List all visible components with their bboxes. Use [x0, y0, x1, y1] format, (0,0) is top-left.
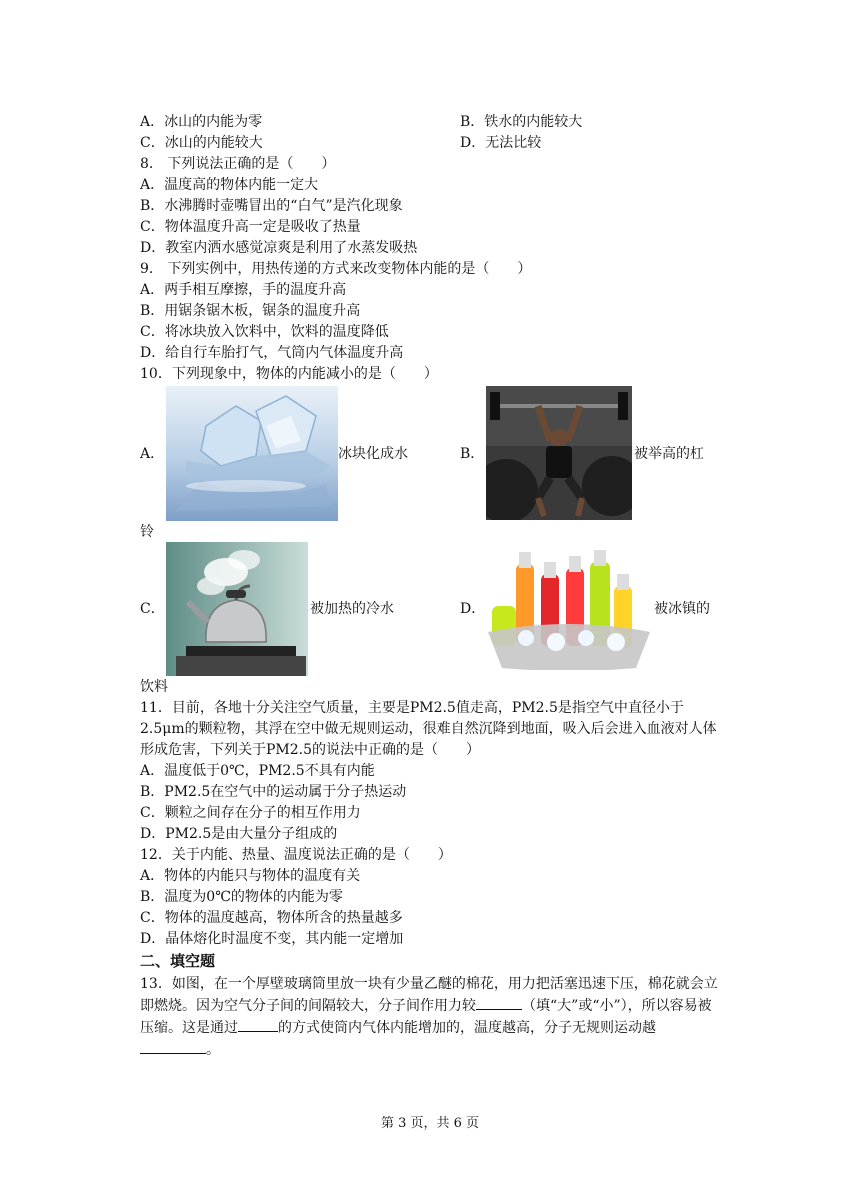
- q9-stem: 9． 下列实例中，用热传递的方式来改变物体内能的是（ ）: [140, 261, 532, 277]
- page-footer: 第 3 页，共 6 页: [380, 1116, 480, 1131]
- q9-option-c: C．将冰块放入饮料中，饮料的温度降低: [140, 324, 389, 340]
- q13-part4: 。: [206, 1042, 220, 1058]
- q7-option-a: A．冰山的内能为零: [140, 114, 263, 130]
- q12-option-b: B．温度为0℃的物体的内能为零: [140, 889, 343, 905]
- q9-option-b: B．用锯条锯木板，锯条的温度升高: [140, 303, 361, 319]
- q10-option-d-continued: 饮料: [140, 679, 168, 695]
- q10-option-c-text: 被加热的冷水: [310, 601, 394, 617]
- weightlifter-image: [486, 386, 632, 520]
- q12-option-c: C．物体的温度越高，物体所含的热量越多: [140, 910, 403, 926]
- q13-text: [140, 974, 720, 1061]
- q11-stem: 11．目前，各地十分关注空气质量，主要是PM2.5值走高，PM2.5是指空气中直径小于2.5μm的颗粒物，其浮在空中做无规则运动，很难自然沉降到地面，吸入后会进入血液对人体形成危害，下列关于PM2.5的说法中正确的是（ ）: [140, 700, 717, 758]
- ice-cubes-image: [166, 386, 338, 521]
- q7-option-d: D．无法比较: [460, 135, 542, 151]
- q10-option-a-text: 冰块化成水: [338, 446, 408, 462]
- q13-part2: （填“大”或“小”），所以容易被压缩。这是通过: [140, 998, 712, 1036]
- q13-blank-2[interactable]: [238, 1017, 278, 1032]
- q10-option-d-letter: D．: [460, 601, 486, 617]
- q10-option-d-text: 被冰镇的: [654, 601, 710, 617]
- q13-part3: 的方式使筒内气体内能增加的，温度越高，分子无规则运动越: [278, 1020, 656, 1036]
- q13-blank-1[interactable]: [476, 995, 522, 1010]
- section-heading-fill-blanks: 二、填空题: [140, 952, 216, 970]
- q9-option-d: D．给自行车胎打气，气筒内气体温度升高: [140, 345, 404, 361]
- q9-option-a: A．两手相互摩擦，手的温度升高: [140, 282, 347, 298]
- q11-option-c: C．颗粒之间存在分子的相互作用力: [140, 805, 361, 821]
- boiling-kettle-image: [166, 542, 308, 676]
- q10-stem: 10．下列现象中，物体的内能减小的是（ ）: [140, 366, 438, 382]
- q12-option-a: A．物体的内能只与物体的温度有关: [140, 868, 361, 884]
- q10-option-b-continued: 铃: [140, 524, 154, 540]
- q11-option-a: A．温度低于0℃，PM2.5不具有内能: [140, 763, 375, 779]
- iced-drinks-image: [486, 546, 652, 670]
- q11-option-b: B．PM2.5在空气中的运动属于分子热运动: [140, 784, 407, 800]
- q12-stem: 12．关于内能、热量、温度说法正确的是（ ）: [140, 847, 452, 863]
- q13-blank-3[interactable]: [140, 1039, 206, 1054]
- q10-option-b-letter: B．: [460, 446, 485, 462]
- q12-option-d: D．晶体熔化时温度不变，其内能一定增加: [140, 931, 404, 947]
- q8-option-c: C．物体温度升高一定是吸收了热量: [140, 219, 361, 235]
- q10-option-c-letter: C．: [140, 601, 165, 617]
- q7-option-c: C．冰山的内能较大: [140, 135, 263, 151]
- q10-option-a-letter: A．: [140, 446, 165, 462]
- q8-option-d: D．教室内洒水感觉凉爽是利用了水蒸发吸热: [140, 240, 418, 256]
- q11-option-d: D．PM2.5是由大量分子组成的: [140, 826, 338, 842]
- q13-part1: 13．如图，在一个厚壁玻璃筒里放一块有少量乙醚的棉花，用力把活塞迅速下压，棉花就会立即燃烧。因为空气分子间的间隔较大，分子间作用力较: [140, 976, 718, 1014]
- q8-option-b: B．水沸腾时壶嘴冒出的“白气”是汽化现象: [140, 198, 403, 214]
- q10-option-b-text: 被举高的杠: [634, 446, 704, 462]
- q8-stem: 8． 下列说法正确的是（ ）: [140, 156, 336, 172]
- q7-option-b: B．铁水的内能较大: [460, 114, 583, 130]
- q8-option-a: A．温度高的物体内能一定大: [140, 177, 319, 193]
